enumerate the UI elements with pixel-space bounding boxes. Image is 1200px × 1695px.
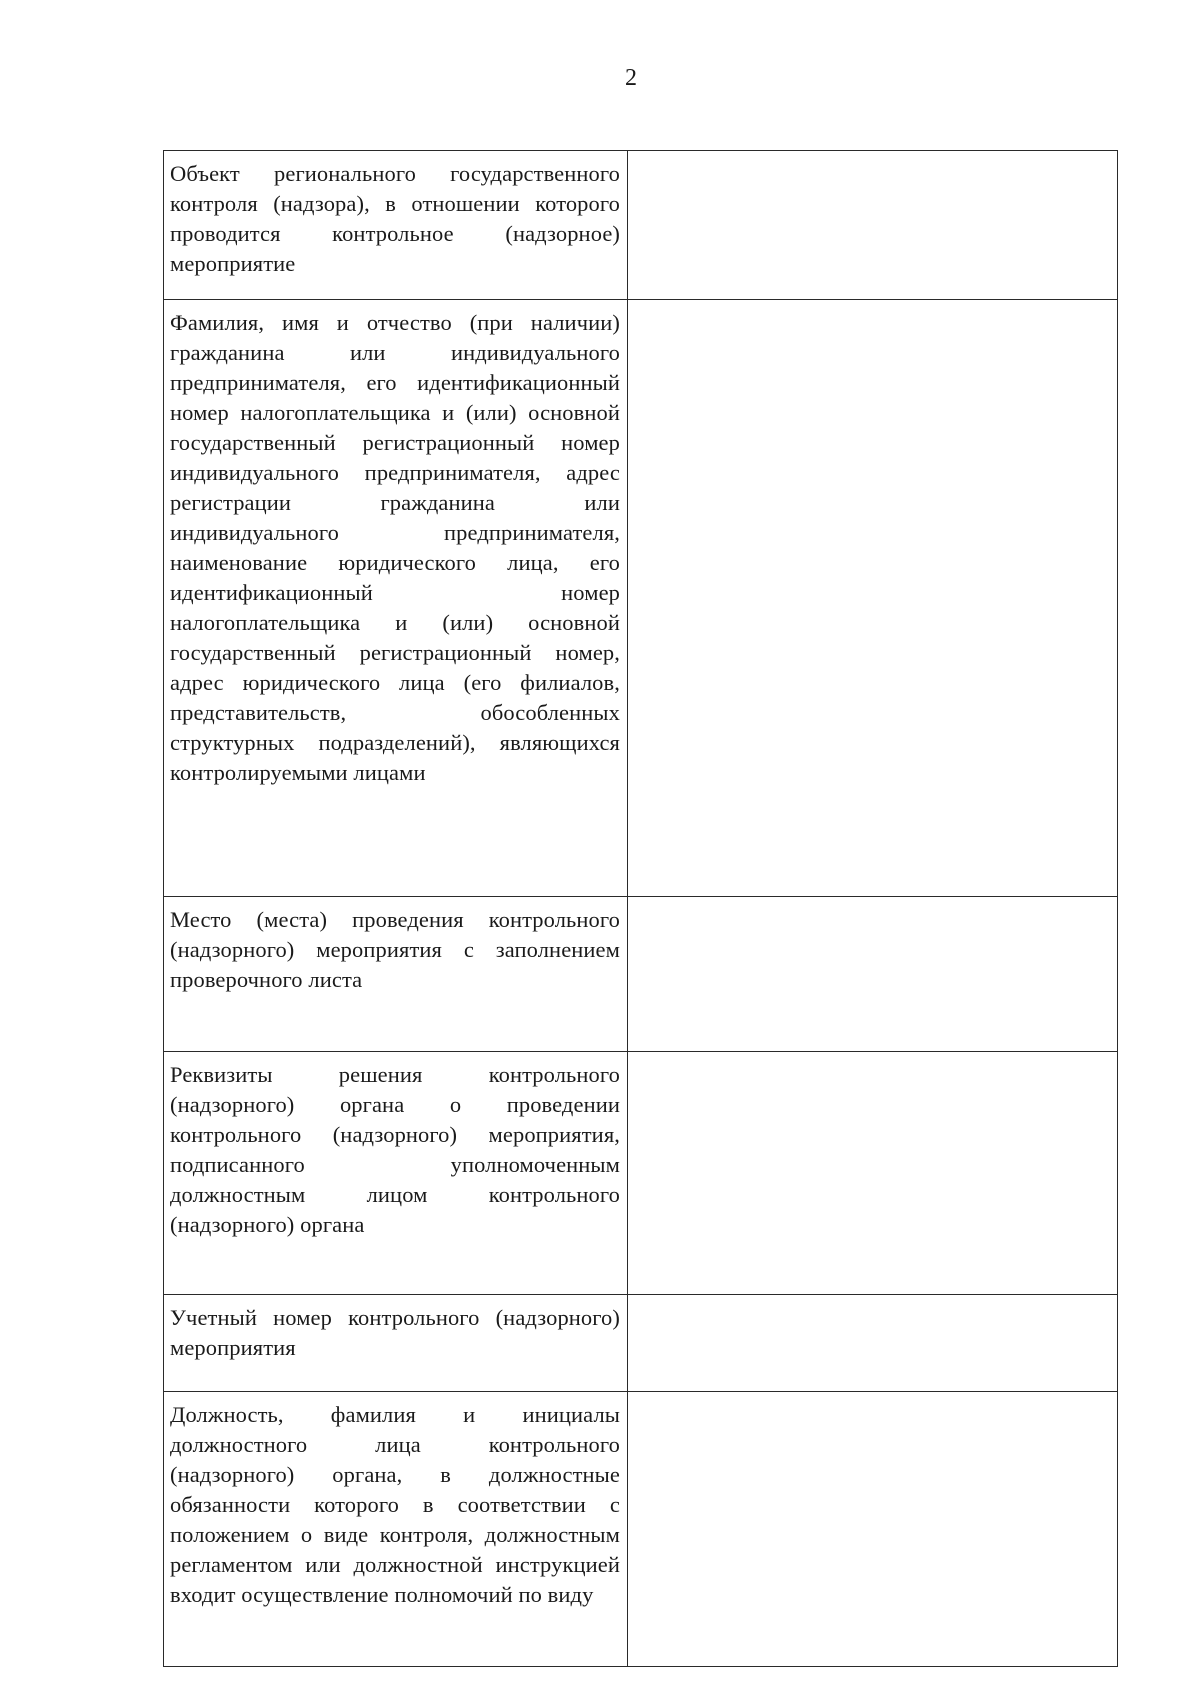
row-value-cell bbox=[628, 1052, 1118, 1295]
row-label: Реквизиты решения контрольного (надзорного) органа о проведении контрольного (надзорного) мероприятия, подписанного уполномоченным должностным лицом контрольного (надзорного) органа bbox=[170, 1062, 620, 1237]
row-label-cell bbox=[164, 1392, 628, 1667]
row-value-cell bbox=[628, 1295, 1118, 1392]
row-label: Фамилия, имя и отчество (при наличии) гражданина или индивидуального предпринимателя, его идентификационный номер налогоплательщика и (или) основной государственный регистрационный номер индивидуального предпринимателя, адрес регистрации гражданина или индивидуального предпринимателя, наименование юридического лица, его идентификационный номер налогоплательщика и (или) основной государственный регистрационный номер, адрес юридического лица (его филиалов, представительств, обособленных структурных подразделений), являющихся контролируемыми лицами bbox=[170, 310, 620, 785]
page-number: 2 bbox=[625, 65, 637, 91]
table-row bbox=[164, 1052, 1118, 1295]
row-value-cell bbox=[628, 300, 1118, 897]
row-label-cell bbox=[164, 1052, 628, 1295]
row-label: Учетный номер контрольного (надзорного) мероприятия bbox=[170, 1305, 620, 1360]
row-value-cell bbox=[628, 151, 1118, 300]
row-label-cell bbox=[164, 897, 628, 1052]
row-label: Место (места) проведения контрольного (надзорного) мероприятия с заполнением проверочного листа bbox=[170, 907, 620, 992]
row-label-cell bbox=[164, 151, 628, 300]
table-row bbox=[164, 897, 1118, 1052]
row-label: Должность, фамилия и инициалы должностного лица контрольного (надзорного) органа, в должностные обязанности которого в соответствии с положением о виде контроля, должностным регламентом или должностной инструкцией входит осуществление полномочий по виду bbox=[170, 1402, 620, 1607]
checklist-header-table bbox=[163, 150, 1118, 1667]
table-row bbox=[164, 1295, 1118, 1392]
table-row bbox=[164, 151, 1118, 300]
row-label-cell bbox=[164, 300, 628, 897]
table-row bbox=[164, 300, 1118, 897]
row-value-cell bbox=[628, 1392, 1118, 1667]
table-row bbox=[164, 1392, 1118, 1667]
row-label: Объект регионального государственного контроля (надзора), в отношении которого проводится контрольное (надзорное) мероприятие bbox=[170, 161, 620, 276]
row-label-cell bbox=[164, 1295, 628, 1392]
row-value-cell bbox=[628, 897, 1118, 1052]
